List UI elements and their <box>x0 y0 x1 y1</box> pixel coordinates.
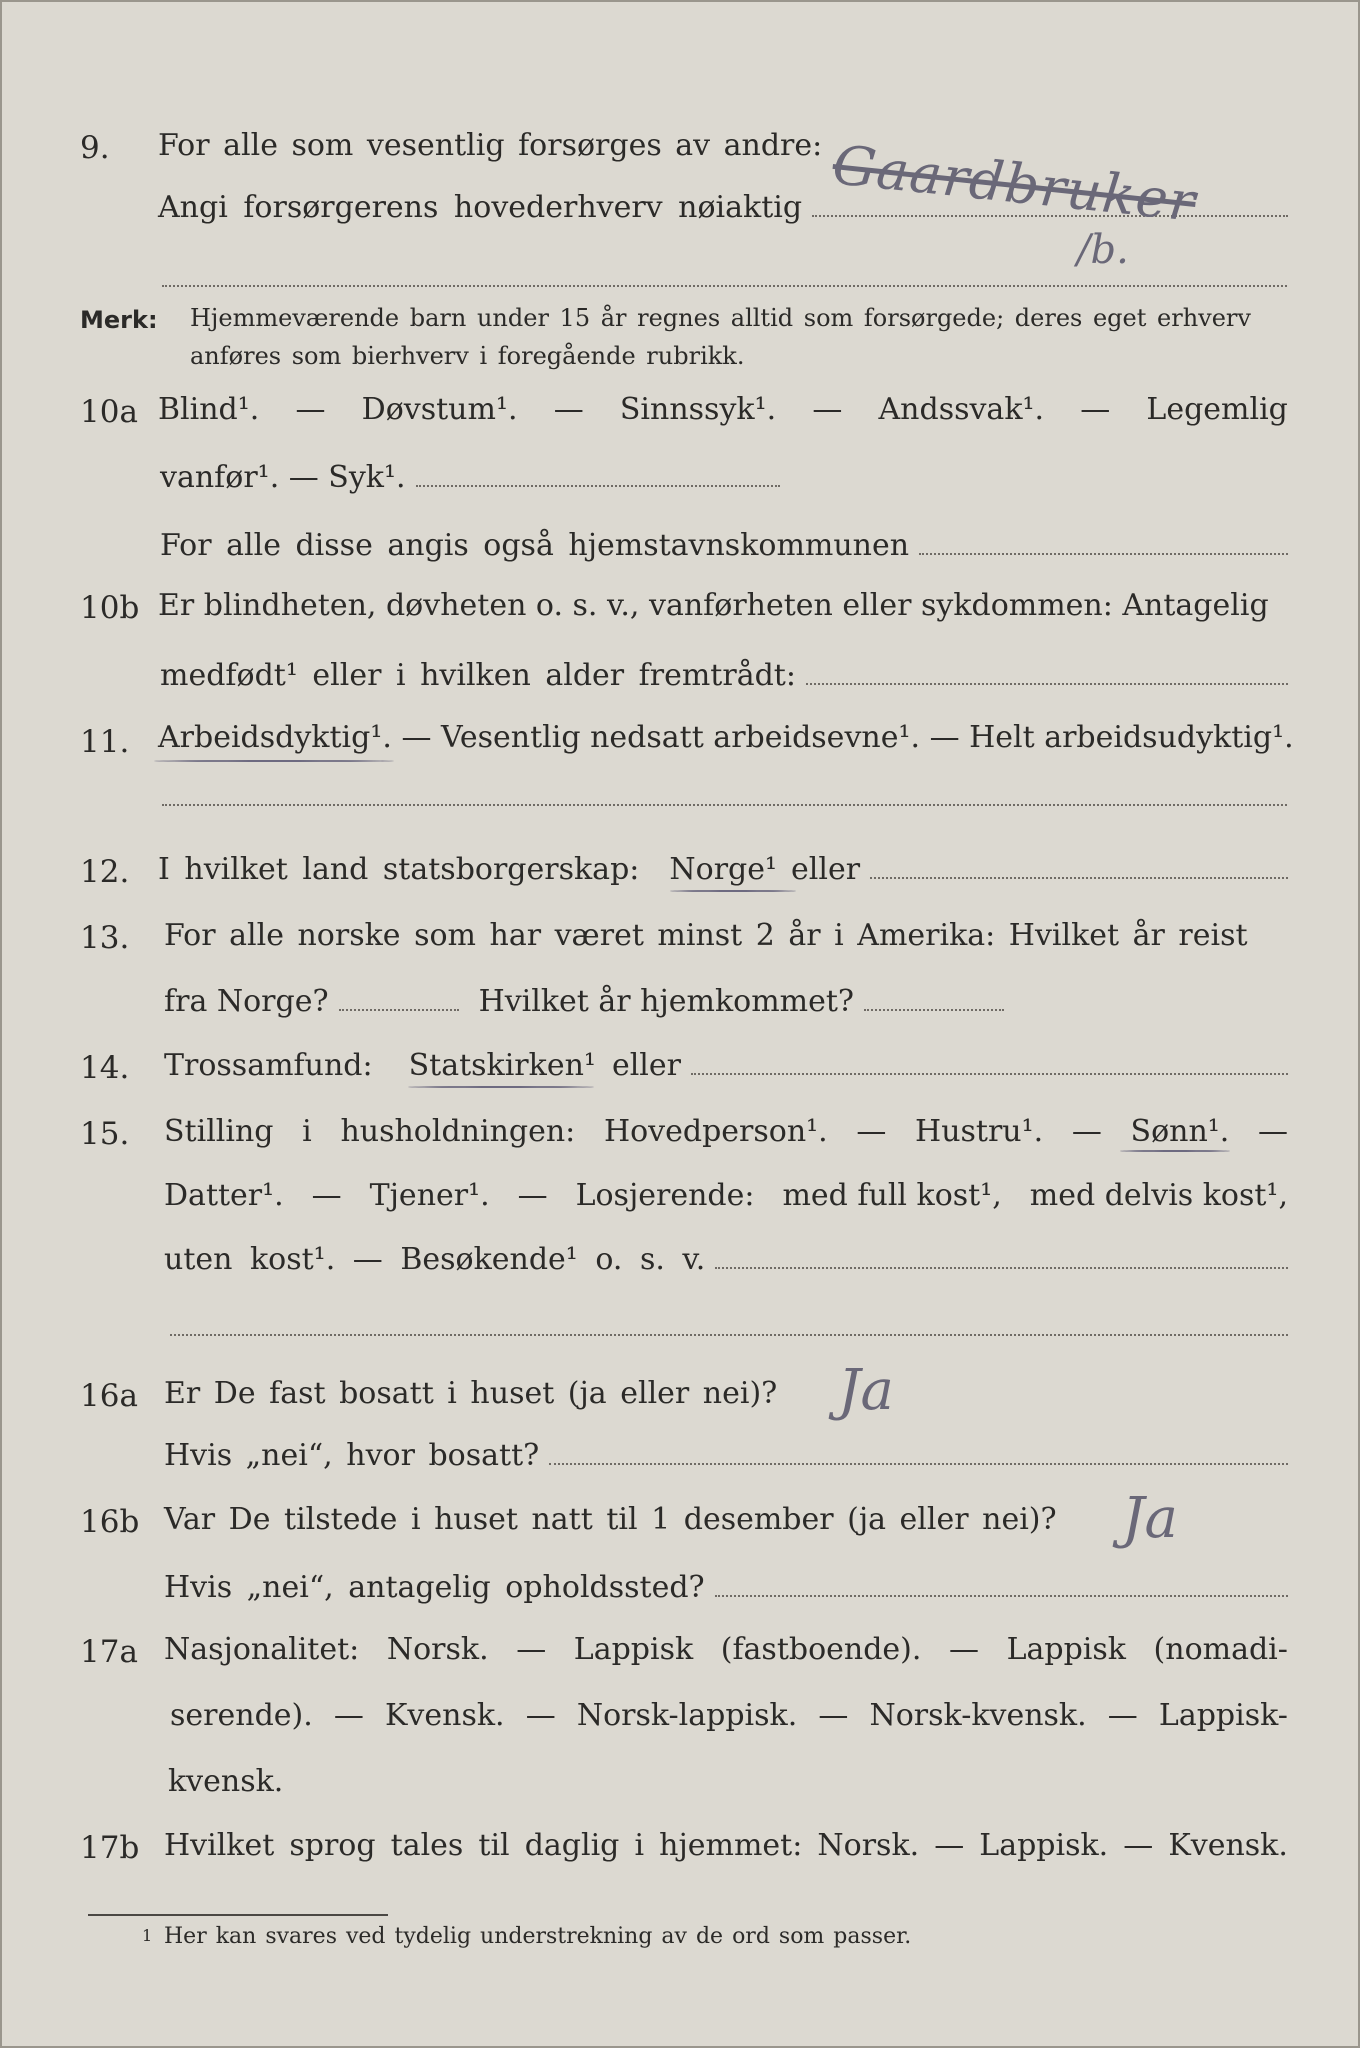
dash: — <box>333 1698 364 1733</box>
fastboende-text: (fastboende). <box>720 1632 922 1667</box>
lappisk-option: Lappisk <box>573 1632 694 1667</box>
q14-answer-underline <box>408 1086 594 1088</box>
nasjonalitet-label: Nasjonalitet: <box>164 1632 360 1667</box>
q10a-line2-answer-line <box>416 485 780 487</box>
q14-number: 14. <box>80 1050 130 1086</box>
q14-line1 <box>164 1048 1288 1083</box>
q16a-number: 16a <box>80 1378 138 1414</box>
q9-number: 9. <box>80 130 110 166</box>
q11-number: 11. <box>80 724 130 760</box>
kvensk-option: Kvensk. <box>1168 1828 1288 1863</box>
q10b-line2-text: medfødt¹ eller i hvilken alder fremtrådt: <box>160 658 796 693</box>
footnote-mark: 1 <box>142 1926 153 1945</box>
tjener-option: Tjener¹. <box>369 1178 490 1213</box>
norsk-option: Norsk. <box>817 1828 920 1863</box>
q16a-answer-line <box>549 1463 1288 1465</box>
serende-text: serende). <box>170 1698 313 1733</box>
dash: — <box>553 392 584 427</box>
dash: — <box>856 1114 887 1149</box>
merk-line2: anføres som bierhverv i foregående rubrikk. <box>190 342 745 370</box>
q13-number: 13. <box>80 920 130 956</box>
q10a-line3-answer-line <box>919 553 1288 555</box>
q9-handwritten-mark: /b. <box>1077 227 1129 273</box>
q15-answer-underline <box>1120 1150 1230 1152</box>
kvensk-option: Kvensk. <box>385 1698 505 1733</box>
q17a-line2 <box>170 1698 1288 1733</box>
datter-option: Datter¹. <box>164 1178 284 1213</box>
q14-answer-line <box>691 1073 1288 1075</box>
q17a-line3: kvensk. <box>168 1764 284 1799</box>
dash: — <box>1107 1698 1138 1733</box>
hustru-option: Hustru¹. <box>915 1114 1044 1149</box>
q13-line1: For alle norske som har været minst 2 år i Amerika: Hvilket år reist <box>164 918 1248 953</box>
q12-answer-norge: Norge¹ <box>669 852 778 887</box>
norsk-lappisk-option: Norsk-lappisk. <box>576 1698 798 1733</box>
dovstum-option: Døvstum¹. <box>361 392 518 427</box>
q15-extra-line <box>170 1334 1288 1336</box>
q15-line3-text: uten kost¹. — Besøkende¹ o. s. v. <box>164 1242 706 1277</box>
q15-word: Stilling <box>164 1114 274 1149</box>
q11-extra-line <box>162 804 1287 806</box>
blind-option: Blind¹. <box>158 392 260 427</box>
dash: — <box>295 392 326 427</box>
q16b-number: 16b <box>80 1504 140 1540</box>
q10b-line2 <box>160 658 1288 693</box>
q16b-line1: Var De tilstede i huset natt til 1 desember (ja eller nei)? <box>164 1502 1057 1537</box>
q10a-line1 <box>158 392 1288 427</box>
q15-answer-line <box>715 1267 1288 1269</box>
q17b-word: sprog <box>289 1828 376 1863</box>
q10b-number: 10b <box>80 590 140 626</box>
q15-line2 <box>164 1178 1288 1213</box>
dash: — <box>812 392 843 427</box>
q17b-line1 <box>164 1828 1288 1863</box>
q12-answer-underline <box>670 890 796 892</box>
footnote-rule <box>88 1914 388 1916</box>
q15-word: i <box>302 1114 312 1149</box>
dash: — <box>311 1178 342 1213</box>
q12-line1 <box>158 852 1288 887</box>
q13-line2 <box>164 984 1004 1019</box>
q10a-number: 10a <box>80 394 138 430</box>
lappisk-option: Lappisk. <box>979 1828 1109 1863</box>
dash: — <box>949 1632 979 1667</box>
hovedperson-option: Hovedperson¹. <box>603 1114 828 1149</box>
q16a-line2-text: Hvis „nei“, hvor bosatt? <box>164 1438 540 1473</box>
q16b-line2-text: Hvis „nei“, antagelig opholdssted? <box>164 1570 705 1605</box>
q15-line3 <box>164 1242 1288 1277</box>
q9-handwritten-answer: Gaardbruker <box>829 133 1199 234</box>
dash: — <box>1080 392 1111 427</box>
q15-word: husholdningen: <box>340 1114 576 1149</box>
losjerende-label: Losjerende: <box>575 1178 755 1213</box>
q13-reist-label: fra Norge? <box>164 984 329 1019</box>
q16b-line2 <box>164 1570 1288 1605</box>
q9-extra-line <box>162 285 1287 287</box>
sonn-option: Sønn¹. <box>1130 1114 1230 1149</box>
norsk-kvensk-option: Norsk-kvensk. <box>869 1698 1087 1733</box>
q9-line2-text: Angi forsørgerens hovederhverv nøiaktig <box>158 190 803 225</box>
andssvak-option: Andssvak¹. <box>878 392 1045 427</box>
q17b-word: daglig <box>524 1828 620 1863</box>
nomadi-text: (nomadi- <box>1153 1632 1288 1667</box>
q14-answer-statskirken: Statskirken¹ <box>408 1048 596 1083</box>
q15-number: 15. <box>80 1116 130 1152</box>
q17a-line1 <box>164 1632 1288 1667</box>
sinnssyk-option: Sinnssyk¹. <box>619 392 777 427</box>
q13-reist-answer-line <box>339 1009 459 1011</box>
q16b-handwritten-answer: Ja <box>1122 1486 1178 1551</box>
q12-answer-line <box>870 877 1288 879</box>
dash: — <box>934 1828 965 1863</box>
q17a-number: 17a <box>80 1634 138 1670</box>
dash: — <box>525 1698 556 1733</box>
q15-line1 <box>164 1114 1288 1149</box>
legemlig-option: Legemlig <box>1146 392 1288 427</box>
dash: — <box>1071 1114 1102 1149</box>
dash: — <box>818 1698 849 1733</box>
q11-answer-underline <box>154 760 394 762</box>
q16a-line1: Er De fast bosatt i huset (ja eller nei)? <box>164 1376 778 1411</box>
q12-eller: eller <box>791 852 861 887</box>
q16a-line2 <box>164 1438 1288 1473</box>
q12-label: I hvilket land statsborgerskap: <box>158 852 640 887</box>
merk-line1: Hjemmeværende barn under 15 år regnes alltid som forsørgede; deres eget erhverv <box>190 304 1251 332</box>
q13-hjemkommet-answer-line <box>864 1009 1004 1011</box>
dash: — <box>516 1632 547 1667</box>
q14-eller: eller <box>611 1048 681 1083</box>
q17b-word: tales <box>390 1828 464 1863</box>
q17b-word: til <box>478 1828 510 1863</box>
lappisk-kvensk-option: Lappisk- <box>1158 1698 1288 1733</box>
q17b-word: i <box>634 1828 645 1863</box>
q10a-line3 <box>160 528 1288 563</box>
q14-label: Trossamfund: <box>164 1048 373 1083</box>
merk-label: Merk: <box>80 306 158 334</box>
q10b-line1: Er blindheten, døvheten o. s. v., vanførheten eller sykdommen: Antagelig <box>158 588 1269 623</box>
dash: — <box>1258 1114 1288 1149</box>
q10a-line2-text: vanfør¹. — Syk¹. <box>160 460 406 495</box>
full-kost-option: med full kost¹, <box>782 1178 1002 1213</box>
lappisk-nomadiserende-option: Lappisk <box>1006 1632 1126 1667</box>
q13-hjemkommet-label: Hvilket år hjemkommet? <box>478 984 855 1019</box>
q16b-answer-line <box>715 1595 1288 1597</box>
q10a-line3-text: For alle disse angis også hjemstavnskommunen <box>160 528 910 563</box>
footnote-text: Her kan svares ved tydelig understrekning av de ord som passer. <box>164 1924 912 1949</box>
dash: — <box>1123 1828 1154 1863</box>
norsk-option: Norsk. <box>386 1632 489 1667</box>
q10a-line2 <box>160 460 780 495</box>
q17b-word: Hvilket <box>164 1828 275 1863</box>
q9-line1: For alle som vesentlig forsørges av andre: <box>158 128 823 163</box>
q17b-number: 17b <box>80 1830 140 1866</box>
q16a-handwritten-answer: Ja <box>838 1358 894 1423</box>
q10b-answer-line <box>806 683 1288 685</box>
q17b-word: hjemmet: <box>659 1828 803 1863</box>
delvis-kost-option: med delvis kost¹, <box>1029 1178 1288 1213</box>
q11-line1: Arbeidsdyktig¹. — Vesentlig nedsatt arbeidsevne¹. — Helt arbeidsudyktig¹. <box>158 720 1294 755</box>
q12-number: 12. <box>80 854 130 890</box>
dash: — <box>517 1178 548 1213</box>
